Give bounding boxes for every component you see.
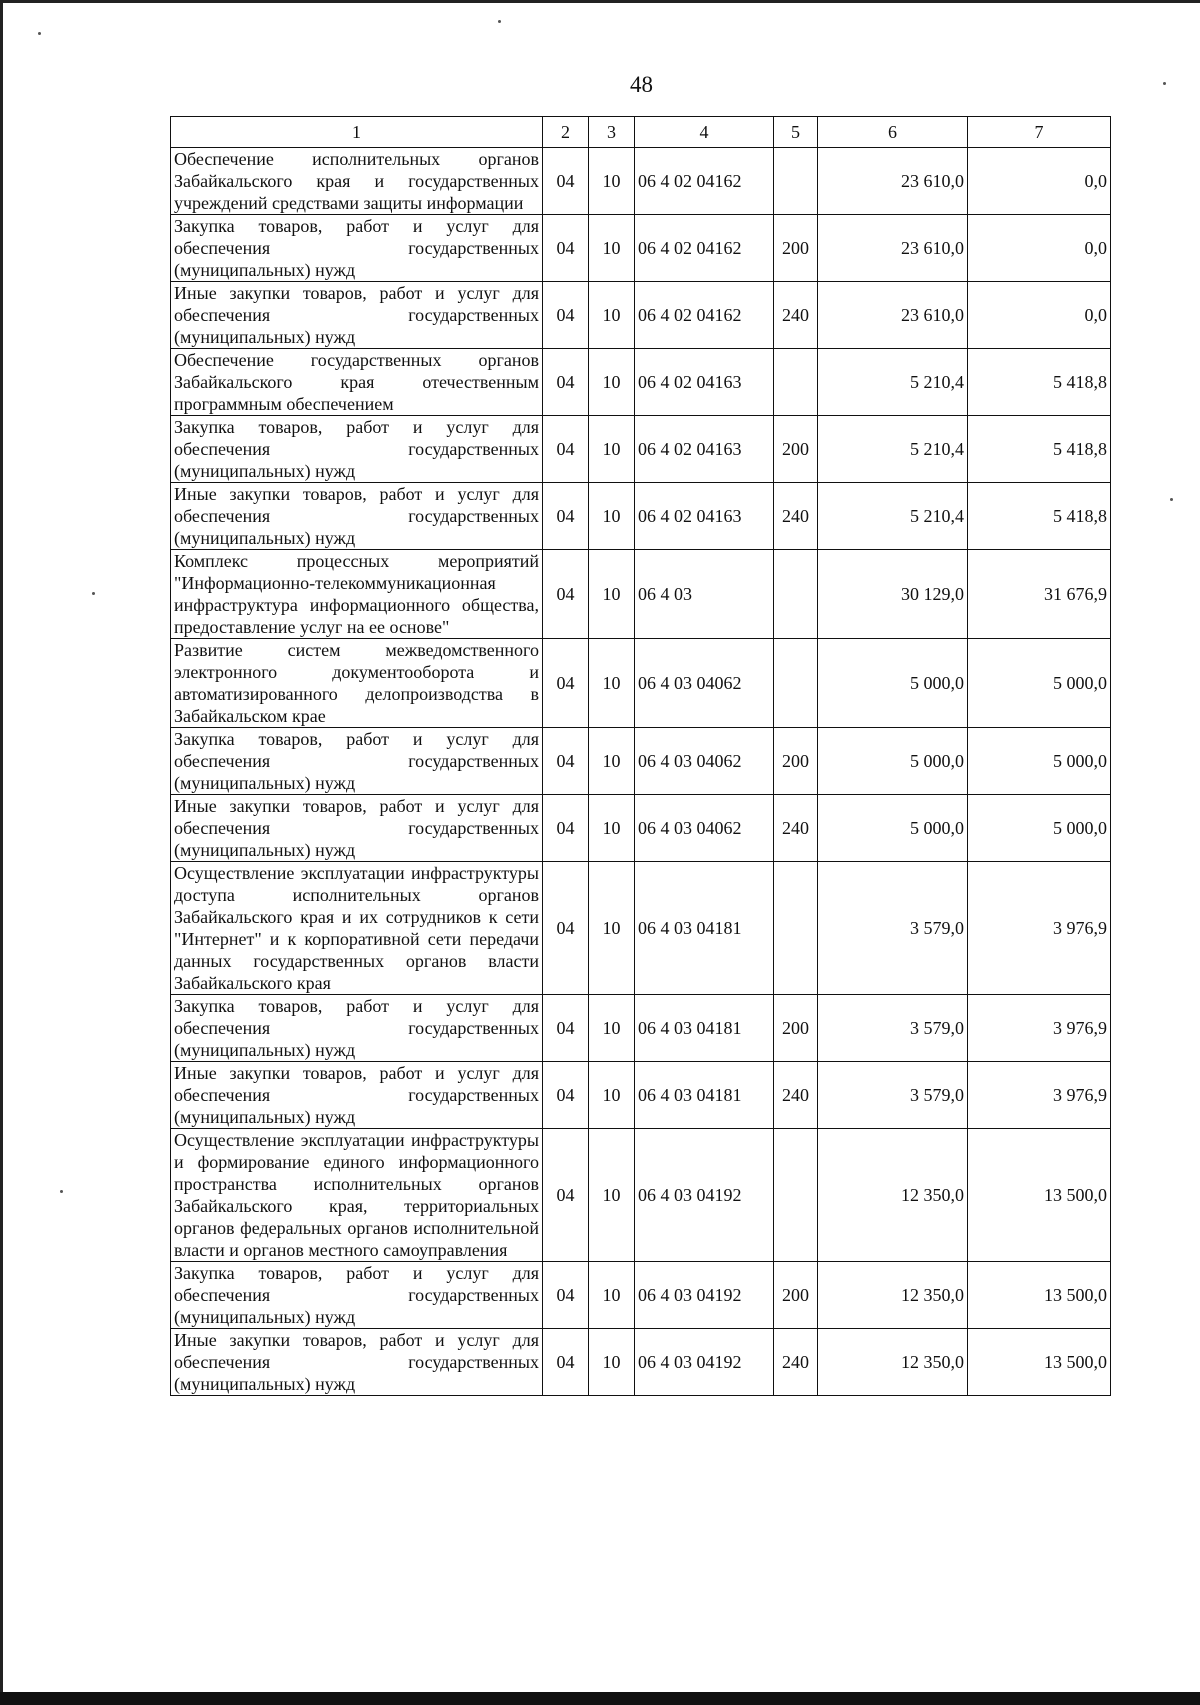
expense-name-cell: Иные закупки товаров, работ и услуг для обеспечения государственных (муниципальных) нужд bbox=[171, 1329, 543, 1396]
scan-speck bbox=[60, 1190, 63, 1193]
cell-c2: 04 bbox=[543, 1062, 589, 1129]
cell-c2: 04 bbox=[543, 215, 589, 282]
cell-c6: 5 000,0 bbox=[818, 639, 968, 728]
cell-c5 bbox=[774, 1129, 818, 1262]
scan-speck bbox=[38, 32, 41, 35]
cell-c7: 0,0 bbox=[968, 282, 1111, 349]
cell-c6: 23 610,0 bbox=[818, 148, 968, 215]
expense-name-cell: Комплекс процессных мероприятий "Информационно-телекоммуникационная инфраструктура информационного общества, предоставление услуг на ее основе" bbox=[171, 550, 543, 639]
expense-name-cell: Обеспечение исполнительных органов Забайкальского края и государственных учреждений средствами защиты информации bbox=[171, 148, 543, 215]
cell-c3: 10 bbox=[589, 995, 635, 1062]
cell-c4: 06 4 02 04163 bbox=[635, 483, 774, 550]
cell-c4: 06 4 02 04162 bbox=[635, 215, 774, 282]
cell-c3: 10 bbox=[589, 550, 635, 639]
cell-c3: 10 bbox=[589, 862, 635, 995]
cell-c3: 10 bbox=[589, 349, 635, 416]
scan-edge-bottom bbox=[0, 1692, 1200, 1705]
column-header-4: 4 bbox=[635, 117, 774, 148]
table-row bbox=[171, 639, 1111, 728]
cell-c6: 3 579,0 bbox=[818, 862, 968, 995]
cell-c3: 10 bbox=[589, 795, 635, 862]
table-row bbox=[171, 1262, 1111, 1329]
cell-c3: 10 bbox=[589, 1262, 635, 1329]
cell-c6: 5 210,4 bbox=[818, 349, 968, 416]
cell-c4: 06 4 03 04181 bbox=[635, 1062, 774, 1129]
table-row bbox=[171, 795, 1111, 862]
cell-c6: 12 350,0 bbox=[818, 1329, 968, 1396]
cell-c7: 13 500,0 bbox=[968, 1262, 1111, 1329]
cell-c3: 10 bbox=[589, 728, 635, 795]
cell-c6: 23 610,0 bbox=[818, 282, 968, 349]
cell-c5: 200 bbox=[774, 728, 818, 795]
table-row bbox=[171, 215, 1111, 282]
cell-c7: 5 418,8 bbox=[968, 483, 1111, 550]
cell-c7: 5 000,0 bbox=[968, 795, 1111, 862]
cell-c7: 13 500,0 bbox=[968, 1129, 1111, 1262]
table-row bbox=[171, 862, 1111, 995]
cell-c4: 06 4 02 04162 bbox=[635, 148, 774, 215]
expense-name-cell: Закупка товаров, работ и услуг для обеспечения государственных (муниципальных) нужд bbox=[171, 416, 543, 483]
cell-c6: 5 000,0 bbox=[818, 728, 968, 795]
cell-c2: 04 bbox=[543, 1262, 589, 1329]
table-row bbox=[171, 1329, 1111, 1396]
budget-table bbox=[170, 116, 1111, 1396]
cell-c5: 240 bbox=[774, 1062, 818, 1129]
cell-c2: 04 bbox=[543, 728, 589, 795]
cell-c3: 10 bbox=[589, 483, 635, 550]
cell-c2: 04 bbox=[543, 483, 589, 550]
table-row bbox=[171, 728, 1111, 795]
expense-name-cell: Закупка товаров, работ и услуг для обеспечения государственных (муниципальных) нужд bbox=[171, 728, 543, 795]
cell-c7: 0,0 bbox=[968, 148, 1111, 215]
cell-c2: 04 bbox=[543, 416, 589, 483]
column-header-7: 7 bbox=[968, 117, 1111, 148]
expense-name-cell: Иные закупки товаров, работ и услуг для обеспечения государственных (муниципальных) нужд bbox=[171, 795, 543, 862]
cell-c3: 10 bbox=[589, 416, 635, 483]
table-row bbox=[171, 1062, 1111, 1129]
cell-c4: 06 4 03 04192 bbox=[635, 1129, 774, 1262]
cell-c2: 04 bbox=[543, 795, 589, 862]
column-header-2: 2 bbox=[543, 117, 589, 148]
cell-c4: 06 4 02 04163 bbox=[635, 416, 774, 483]
column-header-5: 5 bbox=[774, 117, 818, 148]
cell-c4: 06 4 03 04062 bbox=[635, 639, 774, 728]
expense-name-cell: Иные закупки товаров, работ и услуг для обеспечения государственных (муниципальных) нужд bbox=[171, 282, 543, 349]
cell-c7: 5 418,8 bbox=[968, 416, 1111, 483]
table-body bbox=[171, 148, 1111, 1396]
cell-c3: 10 bbox=[589, 215, 635, 282]
column-header-6: 6 bbox=[818, 117, 968, 148]
cell-c5: 240 bbox=[774, 483, 818, 550]
cell-c4: 06 4 03 04062 bbox=[635, 728, 774, 795]
cell-c5: 240 bbox=[774, 1329, 818, 1396]
cell-c4: 06 4 02 04162 bbox=[635, 282, 774, 349]
cell-c4: 06 4 02 04163 bbox=[635, 349, 774, 416]
cell-c2: 04 bbox=[543, 1129, 589, 1262]
scan-edge-left bbox=[0, 0, 3, 1705]
expense-name-cell: Закупка товаров, работ и услуг для обеспечения государственных (муниципальных) нужд bbox=[171, 215, 543, 282]
cell-c2: 04 bbox=[543, 1329, 589, 1396]
expense-name-cell: Развитие систем межведомственного электронного документооборота и автоматизированного делопроизводства в Забайкальском крае bbox=[171, 639, 543, 728]
cell-c7: 5 000,0 bbox=[968, 639, 1111, 728]
cell-c4: 06 4 03 04062 bbox=[635, 795, 774, 862]
table-row bbox=[171, 349, 1111, 416]
table-row bbox=[171, 483, 1111, 550]
scan-speck bbox=[1170, 498, 1173, 501]
scan-speck bbox=[1163, 82, 1166, 85]
cell-c5: 240 bbox=[774, 795, 818, 862]
cell-c2: 04 bbox=[543, 550, 589, 639]
table-row bbox=[171, 282, 1111, 349]
cell-c6: 5 000,0 bbox=[818, 795, 968, 862]
table-header-row bbox=[171, 117, 1111, 148]
cell-c4: 06 4 03 04181 bbox=[635, 995, 774, 1062]
cell-c6: 3 579,0 bbox=[818, 1062, 968, 1129]
cell-c6: 30 129,0 bbox=[818, 550, 968, 639]
cell-c7: 5 418,8 bbox=[968, 349, 1111, 416]
page-number: 48 bbox=[630, 72, 653, 97]
expense-name-cell: Осуществление эксплуатации инфраструктуры и формирование единого информационного пространства исполнительных органов Забайкальского края, территориальных органов федеральных органов исполнительной власти и органов местного самоуправления bbox=[171, 1129, 543, 1262]
cell-c3: 10 bbox=[589, 282, 635, 349]
cell-c2: 04 bbox=[543, 349, 589, 416]
cell-c2: 04 bbox=[543, 995, 589, 1062]
cell-c5 bbox=[774, 550, 818, 639]
expense-name-cell: Осуществление эксплуатации инфраструктуры доступа исполнительных органов Забайкальского края и их сотрудников к сети "Интернет" и к корпоративной сети передачи данных государственных органов власти Забайкальского края bbox=[171, 862, 543, 995]
cell-c4: 06 4 03 04192 bbox=[635, 1262, 774, 1329]
cell-c4: 06 4 03 04192 bbox=[635, 1329, 774, 1396]
cell-c6: 23 610,0 bbox=[818, 215, 968, 282]
cell-c5 bbox=[774, 639, 818, 728]
expense-name-cell: Закупка товаров, работ и услуг для обеспечения государственных (муниципальных) нужд bbox=[171, 995, 543, 1062]
cell-c3: 10 bbox=[589, 148, 635, 215]
cell-c7: 5 000,0 bbox=[968, 728, 1111, 795]
expense-name-cell: Закупка товаров, работ и услуг для обеспечения государственных (муниципальных) нужд bbox=[171, 1262, 543, 1329]
table-row bbox=[171, 550, 1111, 639]
scan-speck bbox=[92, 592, 95, 595]
expense-name-cell: Иные закупки товаров, работ и услуг для обеспечения государственных (муниципальных) нужд bbox=[171, 1062, 543, 1129]
cell-c5: 200 bbox=[774, 416, 818, 483]
cell-c7: 31 676,9 bbox=[968, 550, 1111, 639]
cell-c7: 3 976,9 bbox=[968, 995, 1111, 1062]
cell-c5: 200 bbox=[774, 995, 818, 1062]
column-header-3: 3 bbox=[589, 117, 635, 148]
cell-c5: 200 bbox=[774, 215, 818, 282]
cell-c7: 13 500,0 bbox=[968, 1329, 1111, 1396]
cell-c6: 5 210,4 bbox=[818, 416, 968, 483]
cell-c7: 0,0 bbox=[968, 215, 1111, 282]
cell-c7: 3 976,9 bbox=[968, 1062, 1111, 1129]
scan-speck bbox=[498, 20, 501, 23]
cell-c2: 04 bbox=[543, 862, 589, 995]
cell-c3: 10 bbox=[589, 1329, 635, 1396]
expense-name-cell: Иные закупки товаров, работ и услуг для обеспечения государственных (муниципальных) нужд bbox=[171, 483, 543, 550]
cell-c3: 10 bbox=[589, 1062, 635, 1129]
cell-c3: 10 bbox=[589, 1129, 635, 1262]
scan-edge-top bbox=[0, 0, 1200, 3]
table-row bbox=[171, 1129, 1111, 1262]
cell-c6: 3 579,0 bbox=[818, 995, 968, 1062]
column-header-1: 1 bbox=[171, 117, 543, 148]
cell-c6: 12 350,0 bbox=[818, 1129, 968, 1262]
cell-c2: 04 bbox=[543, 148, 589, 215]
cell-c2: 04 bbox=[543, 282, 589, 349]
table-row bbox=[171, 148, 1111, 215]
cell-c5 bbox=[774, 148, 818, 215]
cell-c2: 04 bbox=[543, 639, 589, 728]
cell-c5 bbox=[774, 862, 818, 995]
cell-c6: 5 210,4 bbox=[818, 483, 968, 550]
cell-c7: 3 976,9 bbox=[968, 862, 1111, 995]
cell-c5: 240 bbox=[774, 282, 818, 349]
cell-c6: 12 350,0 bbox=[818, 1262, 968, 1329]
expense-name-cell: Обеспечение государственных органов Забайкальского края отечественным программным обеспечением bbox=[171, 349, 543, 416]
cell-c5: 200 bbox=[774, 1262, 818, 1329]
cell-c4: 06 4 03 04181 bbox=[635, 862, 774, 995]
cell-c5 bbox=[774, 349, 818, 416]
table-row bbox=[171, 416, 1111, 483]
cell-c3: 10 bbox=[589, 639, 635, 728]
cell-c4: 06 4 03 bbox=[635, 550, 774, 639]
table-row bbox=[171, 995, 1111, 1062]
